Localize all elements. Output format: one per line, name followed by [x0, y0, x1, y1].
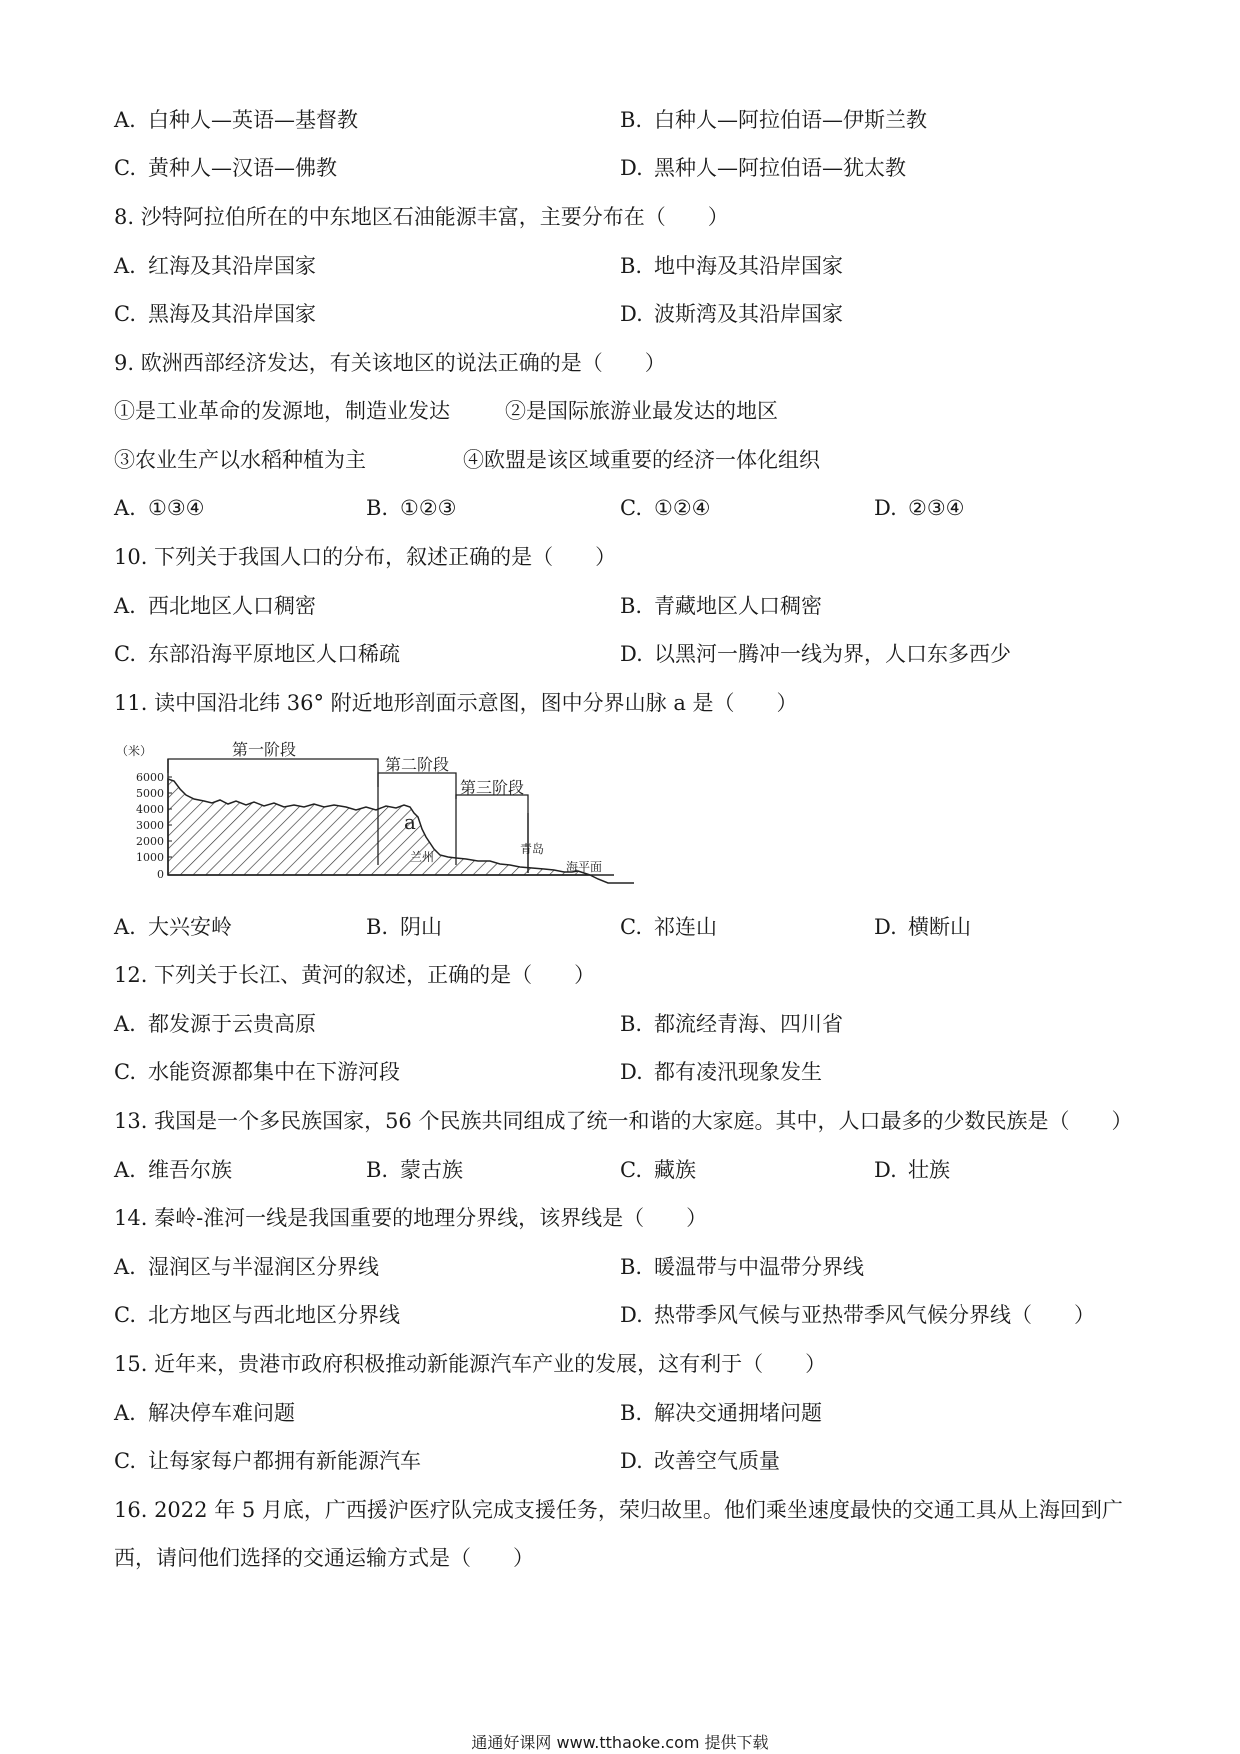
option-label: B.: [366, 915, 389, 939]
option-label: D.: [620, 1060, 643, 1084]
option-text: 解决交通拥堵问题: [654, 1401, 822, 1425]
q9-statement-3: ③农业生产以水稻种植为主: [114, 448, 366, 472]
y-tick: 4000: [136, 803, 164, 816]
option-label: B.: [620, 108, 643, 132]
q13-option-a[interactable]: [114, 1156, 232, 1184]
q11-stem: 11. 读中国沿北纬 36° 附近地形剖面示意图，图中分界山脉 a 是（ ）: [114, 691, 798, 715]
option-label: B.: [620, 1401, 643, 1425]
q12-option-d[interactable]: [620, 1058, 822, 1086]
option-label: D.: [620, 1303, 643, 1327]
city-lanzhou-label: 兰州: [410, 850, 435, 864]
y-tick: 5000: [136, 787, 164, 800]
option-label: B.: [366, 1158, 389, 1182]
q9-statement-1: ①是工业革命的发源地，制造业发达: [114, 399, 450, 423]
q14-option-c[interactable]: [114, 1301, 400, 1329]
option-label: C.: [114, 1449, 136, 1473]
option-label: B.: [620, 594, 643, 618]
option-text: 以黑河一腾冲一线为界，人口东多西少: [654, 642, 1011, 666]
option-text: 维吾尔族: [148, 1158, 232, 1182]
option-label: A.: [114, 1012, 136, 1036]
y-tick: 1000: [136, 851, 164, 864]
q7-option-a[interactable]: [114, 106, 358, 134]
q15-option-a[interactable]: [114, 1399, 295, 1427]
option-text: 藏族: [654, 1158, 696, 1182]
option-label: C.: [114, 642, 136, 666]
q11-option-d[interactable]: [874, 913, 971, 941]
unit-label: （米）: [116, 744, 153, 758]
option-text: ①②④: [654, 496, 711, 520]
option-text: 横断山: [908, 915, 971, 939]
q13-option-d[interactable]: [874, 1156, 950, 1184]
option-label: A.: [114, 108, 136, 132]
option-text: 壮族: [908, 1158, 950, 1182]
q14-option-a[interactable]: [114, 1253, 379, 1281]
terrain-profile-figure: [114, 737, 634, 887]
terrain-profile: [168, 779, 590, 875]
option-text: 波斯湾及其沿岸国家: [654, 302, 843, 326]
option-label: C.: [620, 496, 642, 520]
q9-option-b[interactable]: [366, 494, 456, 522]
q12-stem: 12. 下列关于长江、黄河的叙述，正确的是（ ）: [114, 963, 596, 987]
option-label: A.: [114, 1255, 136, 1279]
option-label: B.: [366, 496, 389, 520]
option-text: 地中海及其沿岸国家: [654, 254, 843, 278]
option-label: A.: [114, 594, 136, 618]
q10-option-d[interactable]: [620, 640, 1011, 668]
option-text: 白种人—英语—基督教: [148, 108, 358, 132]
q16-stem-line1: 16. 2022 年 5 月底，广西援沪医疗队完成支援任务，荣归故里。他们乘坐速度最快的交通工具从上海回到广: [114, 1498, 1123, 1522]
option-label: C.: [114, 156, 136, 180]
q8-option-a[interactable]: [114, 252, 316, 280]
option-label: A.: [114, 915, 136, 939]
sea-floor: [590, 875, 634, 883]
q9-option-a[interactable]: [114, 494, 204, 522]
q10-option-a[interactable]: [114, 592, 316, 620]
option-text: 改善空气质量: [654, 1449, 780, 1473]
option-text: 湿润区与半湿润区分界线: [148, 1255, 379, 1279]
option-text: 阴山: [400, 915, 442, 939]
option-text: 红海及其沿岸国家: [148, 254, 316, 278]
option-label: A.: [114, 1158, 136, 1182]
q11-option-a[interactable]: [114, 913, 232, 941]
q9-option-d[interactable]: [874, 494, 964, 522]
option-text: 西北地区人口稠密: [148, 594, 316, 618]
q9-option-c[interactable]: [620, 494, 710, 522]
option-text: 水能资源都集中在下游河段: [148, 1060, 400, 1084]
step2-label: 第二阶段: [384, 755, 450, 774]
option-label: A.: [114, 1401, 136, 1425]
city-qingdao-label: 青岛: [520, 842, 545, 856]
option-text: 东部沿海平原地区人口稀疏: [148, 642, 400, 666]
q12-option-c[interactable]: [114, 1058, 400, 1086]
q7-option-c[interactable]: [114, 154, 337, 182]
option-text: 黑种人—阿拉伯语—犹太教: [654, 156, 906, 180]
option-text: 热带季风气候与亚热带季风气候分界线（ ）: [654, 1303, 1095, 1327]
option-label: C.: [114, 1303, 136, 1327]
q14-stem: 14. 秦岭-淮河一线是我国重要的地理分界线，该界线是（ ）: [114, 1206, 708, 1230]
q14-option-b[interactable]: [620, 1253, 864, 1281]
q7-option-b[interactable]: [620, 106, 927, 134]
option-label: C.: [620, 1158, 642, 1182]
option-label: B.: [620, 1012, 643, 1036]
y-tick: 0: [157, 868, 164, 881]
option-text: 大兴安岭: [148, 915, 232, 939]
y-tick: 3000: [136, 819, 164, 832]
q8-option-d[interactable]: [620, 300, 843, 328]
option-label: C.: [114, 302, 136, 326]
option-text: ①③④: [148, 496, 205, 520]
q13-option-c[interactable]: [620, 1156, 696, 1184]
option-text: 黄种人—汉语—佛教: [148, 156, 337, 180]
option-label: D.: [874, 1158, 897, 1182]
q14-option-d[interactable]: [620, 1301, 1095, 1329]
option-label: D.: [620, 156, 643, 180]
option-text: 解决停车难问题: [148, 1401, 295, 1425]
step1-label: 第一阶段: [231, 740, 297, 759]
option-label: C.: [620, 915, 642, 939]
q9-statement-4: ④欧盟是该区域重要的经济一体化组织: [463, 448, 820, 472]
option-text: ②③④: [908, 496, 965, 520]
option-text: 都有凌汛现象发生: [654, 1060, 822, 1084]
option-label: C.: [114, 1060, 136, 1084]
q15-option-b[interactable]: [620, 1399, 822, 1427]
q15-option-c[interactable]: [114, 1447, 421, 1475]
q10-stem: 10. 下列关于我国人口的分布，叙述正确的是（ ）: [114, 545, 617, 569]
y-tick: 2000: [136, 835, 164, 848]
q12-option-b[interactable]: [620, 1010, 843, 1038]
option-label: A.: [114, 496, 136, 520]
q11-option-b[interactable]: [366, 913, 442, 941]
q9-statement-2: ②是国际旅游业最发达的地区: [505, 399, 778, 423]
option-text: 青藏地区人口稠密: [654, 594, 822, 618]
q13-stem: 13. 我国是一个多民族国家，56 个民族共同组成了统一和谐的大家庭。其中，人口最多的少数民族是（ ）: [114, 1109, 1133, 1133]
option-label: B.: [620, 254, 643, 278]
option-text: 都发源于云贵高原: [148, 1012, 316, 1036]
option-text: 黑海及其沿岸国家: [148, 302, 316, 326]
option-text: 暖温带与中温带分界线: [654, 1255, 864, 1279]
q13-option-b[interactable]: [366, 1156, 463, 1184]
option-text: 蒙古族: [400, 1158, 463, 1182]
option-text: 白种人—阿拉伯语—伊斯兰教: [654, 108, 927, 132]
option-text: 让每家每户都拥有新能源汽车: [148, 1449, 421, 1473]
q7-option-d[interactable]: [620, 154, 906, 182]
option-label: B.: [620, 1255, 643, 1279]
step3-label: 第三阶段: [459, 778, 525, 797]
q9-stem: 9. 欧洲西部经济发达，有关该地区的说法正确的是（ ）: [114, 351, 666, 375]
q12-option-a[interactable]: [114, 1010, 316, 1038]
option-label: D.: [620, 642, 643, 666]
option-label: D.: [874, 496, 897, 520]
page-footer: 通通好课网 www.tthaoke.com 提供下载: [471, 1733, 769, 1752]
y-ticks: [136, 771, 164, 881]
option-label: D.: [874, 915, 897, 939]
option-text: 祁连山: [654, 915, 717, 939]
q8-stem: 8. 沙特阿拉伯所在的中东地区石油能源丰富，主要分布在（ ）: [114, 205, 729, 229]
option-label: A.: [114, 254, 136, 278]
q15-stem: 15. 近年来，贵港市政府积极推动新能源汽车产业的发展，这有利于（ ）: [114, 1352, 827, 1376]
y-tick: 6000: [136, 771, 164, 784]
q8-option-c[interactable]: [114, 300, 316, 328]
q11-option-c[interactable]: [620, 913, 717, 941]
q15-option-d[interactable]: [620, 1447, 780, 1475]
q10-option-b[interactable]: [620, 592, 822, 620]
q8-option-b[interactable]: [620, 252, 843, 280]
terrain-profile-svg: [114, 737, 634, 887]
option-text: ①②③: [400, 496, 457, 520]
option-label: D.: [620, 302, 643, 326]
q10-option-c[interactable]: [114, 640, 400, 668]
option-text: 北方地区与西北地区分界线: [148, 1303, 400, 1327]
mountain-a-label: a: [404, 810, 416, 834]
option-text: 都流经青海、四川省: [654, 1012, 843, 1036]
q16-stem-line2: 西，请问他们选择的交通运输方式是（ ）: [114, 1546, 534, 1570]
option-label: D.: [620, 1449, 643, 1473]
sea-level-label: 海平面: [566, 860, 603, 874]
